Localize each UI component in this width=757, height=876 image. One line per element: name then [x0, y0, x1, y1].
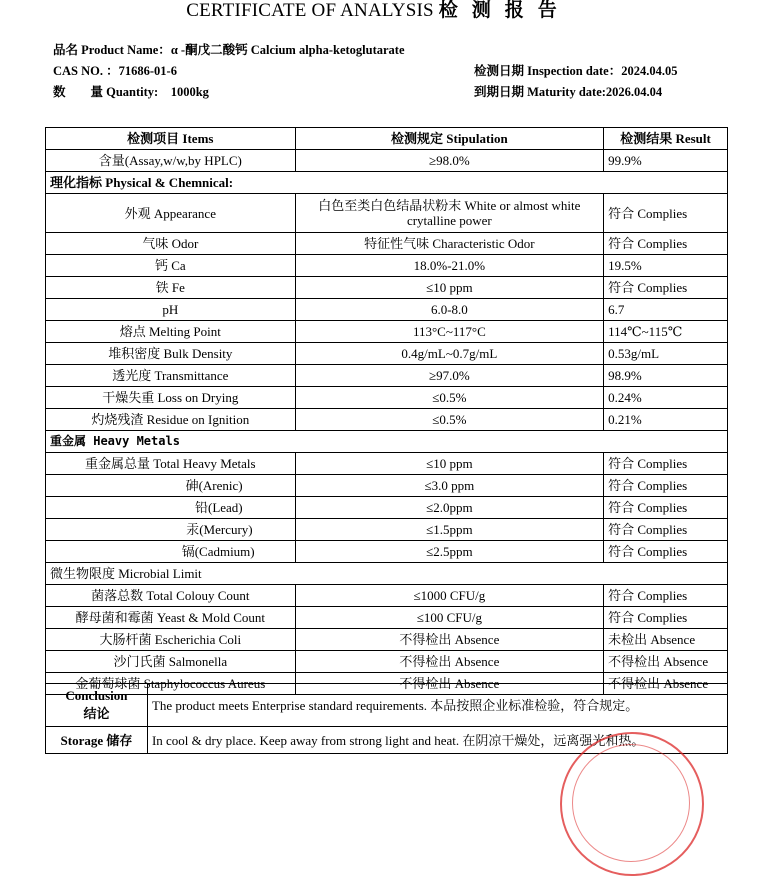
item-cell: 熔点 Melting Point — [46, 321, 296, 343]
table-row — [46, 629, 728, 651]
cas-value: 71686-01-6 — [118, 64, 177, 78]
table-row — [46, 277, 728, 299]
table-row — [46, 497, 728, 519]
section-title: 重金属 Heavy Metals — [46, 431, 728, 453]
stipulation-cell: ≥98.0% — [295, 150, 603, 172]
maturity-date-label: 到期日期 Maturity date: — [474, 85, 606, 99]
conclusion-text: The product meets Enterprise standard requirements. 本品按照企业标准检验，符合规定。 — [147, 684, 727, 727]
conclusion-label — [46, 684, 148, 727]
header-result: 检测结果 Result — [604, 128, 728, 150]
item-cell: 干燥失重 Loss on Drying — [46, 387, 296, 409]
maturity-date-value: 2026.04.04 — [605, 85, 663, 99]
header-items: 检测项目 Items — [46, 128, 296, 150]
result-cell: 符合 Complies — [604, 519, 728, 541]
table-row — [46, 343, 728, 365]
stipulation-cell: ≤2.5ppm — [295, 541, 603, 563]
result-cell: 未检出 Absence — [604, 629, 728, 651]
result-cell: 符合 Complies — [604, 277, 728, 299]
item-cell: 外观 Appearance — [46, 194, 296, 233]
storage-label: Storage 储存 — [46, 727, 148, 754]
table-row — [46, 365, 728, 387]
inspection-date-line — [474, 63, 677, 79]
table-row — [46, 233, 728, 255]
result-cell: 0.53g/mL — [604, 343, 728, 365]
table-row — [46, 651, 728, 673]
table-row — [46, 541, 728, 563]
section-title: 微生物限度 Microbial Limit — [46, 563, 728, 585]
stipulation-cell: ≤100 CFU/g — [295, 607, 603, 629]
conclusion-label-cn: 结论 — [83, 706, 110, 721]
section-title: 理化指标 Physical & Chemnical: — [46, 172, 728, 194]
company-seal-inner-ring — [572, 744, 690, 862]
table-row — [46, 585, 728, 607]
section-row-heavy-metals — [46, 431, 728, 453]
table-row — [46, 607, 728, 629]
item-cell: 铁 Fe — [46, 277, 296, 299]
stipulation-cell: 不得检出 Absence — [295, 651, 603, 673]
item-cell: 重金属总量 Total Heavy Metals — [46, 453, 296, 475]
table-row — [46, 321, 728, 343]
result-cell: 98.9% — [604, 365, 728, 387]
stipulation-cell: ≤0.5% — [295, 387, 603, 409]
product-name-line — [53, 42, 405, 58]
result-cell: 符合 Complies — [604, 585, 728, 607]
stipulation-cell: 不得检出 Absence — [295, 629, 603, 651]
stipulation-cell: ≤10 ppm — [295, 453, 603, 475]
table-row — [46, 453, 728, 475]
quantity-value: 1000kg — [170, 85, 209, 99]
item-cell: 酵母菌和霉菌 Yeast & Mold Count — [46, 607, 296, 629]
quantity-label: 数 量 Quantity: — [53, 85, 159, 99]
stipulation-cell: ≤1.5ppm — [295, 519, 603, 541]
stipulation-cell: ≤2.0ppm — [295, 497, 603, 519]
result-cell: 符合 Complies — [604, 233, 728, 255]
result-cell: 不得检出 Absence — [604, 673, 728, 695]
item-cell: 沙门氏菌 Salmonella — [46, 651, 296, 673]
header-stipulation: 检测规定 Stipulation — [295, 128, 603, 150]
product-name-label: 品名 Product Name： — [53, 43, 171, 57]
item-cell: 灼烧残渣 Residue on Ignition — [46, 409, 296, 431]
conclusion-row — [46, 684, 728, 727]
result-cell: 符合 Complies — [604, 453, 728, 475]
stipulation-cell: ≤0.5% — [295, 409, 603, 431]
result-cell: 符合 Complies — [604, 194, 728, 233]
maturity-date-line — [474, 84, 662, 100]
section-row-physical — [46, 172, 728, 194]
section-row-microbial — [46, 563, 728, 585]
stipulation-cell: 0.4g/mL~0.7g/mL — [295, 343, 603, 365]
product-name-value: α -酮戊二酸钙 Calcium alpha-ketoglutarate — [170, 43, 405, 57]
result-cell: 符合 Complies — [604, 607, 728, 629]
stipulation-cell: 不得检出 Absence — [295, 673, 603, 695]
storage-text: In cool & dry place. Keep away from strong light and heat. 在阴凉干燥处，远离强光和热。 — [147, 727, 727, 754]
table-header-row — [46, 128, 728, 150]
item-cell: 汞(Mercury) — [46, 519, 296, 541]
table-row — [46, 475, 728, 497]
result-cell: 符合 Complies — [604, 475, 728, 497]
stipulation-cell: 18.0%-21.0% — [295, 255, 603, 277]
storage-row — [46, 727, 728, 754]
document-title — [0, 0, 757, 22]
result-cell: 99.9% — [604, 150, 728, 172]
stipulation-cell: ≤10 ppm — [295, 277, 603, 299]
stipulation-cell: 113°C~117°C — [295, 321, 603, 343]
title-cn: 检测报告 — [438, 0, 571, 21]
stipulation-cell: 特征性气味 Characteristic Odor — [295, 233, 603, 255]
result-cell: 符合 Complies — [604, 541, 728, 563]
result-cell: 0.24% — [604, 387, 728, 409]
result-cell: 6.7 — [604, 299, 728, 321]
conclusion-label-en: Conclusion — [65, 688, 128, 703]
stipulation-cell: 白色至类白色结晶状粉末 White or almost white crytalline power — [295, 194, 603, 233]
table-row — [46, 299, 728, 321]
stipulation-cell: 6.0-8.0 — [295, 299, 603, 321]
inspection-date-label: 检测日期 Inspection date： — [474, 64, 622, 78]
result-cell: 19.5% — [604, 255, 728, 277]
item-cell: 气味 Odor — [46, 233, 296, 255]
item-cell: 镉(Cadmium) — [46, 541, 296, 563]
item-cell: 铅(Lead) — [46, 497, 296, 519]
table-row — [46, 150, 728, 172]
result-cell: 0.21% — [604, 409, 728, 431]
result-cell: 114℃~115℃ — [604, 321, 728, 343]
cas-line — [53, 63, 177, 79]
item-cell: 金葡萄球菌 Staphylococcus Aureus — [46, 673, 296, 695]
table-row — [46, 387, 728, 409]
item-cell: 砷(Arenic) — [46, 475, 296, 497]
table-row — [46, 409, 728, 431]
item-cell: 大肠杆菌 Escherichia Coli — [46, 629, 296, 651]
table-row — [46, 519, 728, 541]
item-cell: pH — [46, 299, 296, 321]
result-cell: 不得检出 Absence — [604, 651, 728, 673]
item-cell: 菌落总数 Total Colouy Count — [46, 585, 296, 607]
table-row — [46, 255, 728, 277]
inspection-date-value: 2024.04.05 — [621, 64, 678, 78]
analysis-table — [45, 127, 728, 695]
item-cell: 钙 Ca — [46, 255, 296, 277]
result-cell: 符合 Complies — [604, 497, 728, 519]
stipulation-cell: ≤1000 CFU/g — [295, 585, 603, 607]
conclusion-table — [45, 683, 728, 754]
cas-label: CAS NO. ： — [53, 64, 119, 78]
quantity-line — [53, 84, 209, 100]
table-row — [46, 194, 728, 233]
stipulation-cell: ≤3.0 ppm — [295, 475, 603, 497]
item-cell: 透光度 Transmittance — [46, 365, 296, 387]
item-cell: 含量(Assay,w/w,by HPLC) — [46, 150, 296, 172]
stipulation-cell: ≥97.0% — [295, 365, 603, 387]
item-cell: 堆积密度 Bulk Density — [46, 343, 296, 365]
title-en: CERTIFICATE OF ANALYSIS — [186, 0, 434, 21]
